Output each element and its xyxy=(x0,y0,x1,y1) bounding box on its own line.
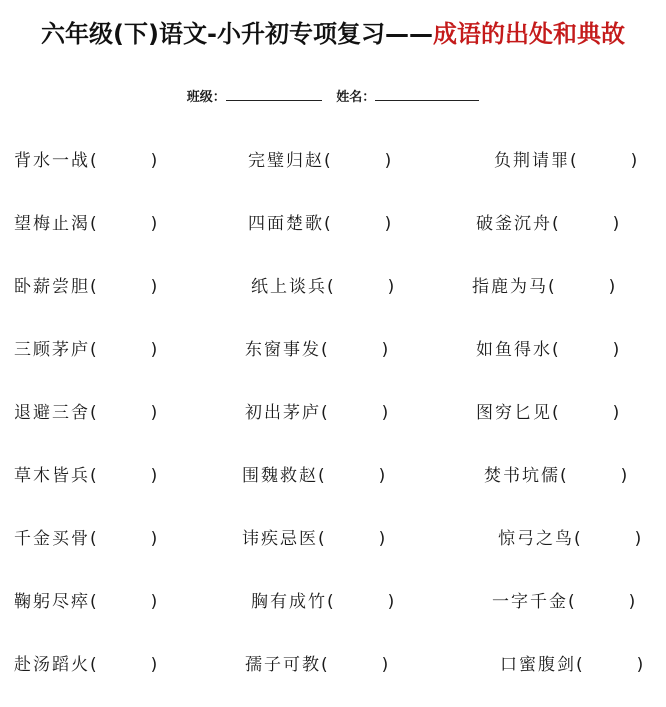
title-accent: 成语的出处和典故 xyxy=(432,20,625,48)
idiom-row xyxy=(0,266,666,329)
idiom-item xyxy=(14,587,159,612)
paren-open: ( xyxy=(560,466,569,486)
idiom-item xyxy=(251,272,396,297)
idiom-row xyxy=(0,644,666,707)
idiom-row xyxy=(0,203,666,266)
paren-open: ( xyxy=(90,151,99,171)
idiom-text: 破釜沉舟 xyxy=(476,214,552,234)
idiom-text: 胸有成竹 xyxy=(251,592,327,612)
class-blank[interactable] xyxy=(226,88,322,101)
idiom-text: 纸上谈兵 xyxy=(251,277,327,297)
paren-close: ) xyxy=(634,529,644,549)
idiom-row xyxy=(0,455,666,518)
paren-open: ( xyxy=(90,340,99,360)
idiom-item xyxy=(494,146,639,171)
paren-close: ) xyxy=(628,592,638,612)
paren-open: ( xyxy=(570,151,579,171)
paren-open: ( xyxy=(90,214,99,234)
idiom-item xyxy=(14,650,159,675)
paren-close: ) xyxy=(150,403,160,423)
idiom-item xyxy=(14,524,159,549)
paren-close: ) xyxy=(612,340,622,360)
paren-open: ( xyxy=(90,403,99,423)
paren-close: ) xyxy=(150,529,160,549)
paren-open: ( xyxy=(327,277,336,297)
paren-open: ( xyxy=(548,277,557,297)
idiom-item xyxy=(248,146,393,171)
paren-close: ) xyxy=(378,529,388,549)
idiom-text: 赴汤蹈火 xyxy=(14,655,90,675)
idiom-text: 草木皆兵 xyxy=(14,466,90,486)
idiom-text: 一字千金 xyxy=(492,592,568,612)
idiom-item xyxy=(245,398,390,423)
paren-open: ( xyxy=(324,151,333,171)
paren-close: ) xyxy=(384,214,394,234)
idiom-item xyxy=(242,461,387,486)
name-blank[interactable] xyxy=(375,88,479,101)
idiom-item xyxy=(251,587,396,612)
paren-open: ( xyxy=(321,403,330,423)
idiom-item xyxy=(14,209,159,234)
paren-open: ( xyxy=(321,340,330,360)
idiom-item xyxy=(14,272,159,297)
paren-open: ( xyxy=(90,655,99,675)
idiom-item xyxy=(14,461,159,486)
idiom-item xyxy=(248,209,393,234)
idiom-text: 完璧归赵 xyxy=(248,151,324,171)
title-main: 六年级(下)语文-小升初专项复习—— xyxy=(41,20,433,48)
idiom-text: 惊弓之鸟 xyxy=(498,529,574,549)
idiom-text: 东窗事发 xyxy=(245,340,321,360)
idiom-text: 四面楚歌 xyxy=(248,214,324,234)
idiom-item xyxy=(500,650,645,675)
idiom-text: 如鱼得水 xyxy=(476,340,552,360)
page-title xyxy=(0,14,666,49)
name-label: 姓名： xyxy=(336,90,376,105)
idiom-text: 孺子可教 xyxy=(245,655,321,675)
idiom-text: 图穷匕见 xyxy=(476,403,552,423)
paren-close: ) xyxy=(381,655,391,675)
paren-open: ( xyxy=(552,214,561,234)
paren-close: ) xyxy=(612,214,622,234)
idiom-item xyxy=(476,209,621,234)
paren-open: ( xyxy=(90,466,99,486)
idiom-text: 退避三舍 xyxy=(14,403,90,423)
idiom-text: 焚书坑儒 xyxy=(484,466,560,486)
idiom-item xyxy=(492,587,637,612)
paren-open: ( xyxy=(321,655,330,675)
paren-open: ( xyxy=(318,466,327,486)
class-label: 班级： xyxy=(186,90,226,105)
idiom-item xyxy=(14,146,159,171)
paren-close: ) xyxy=(150,655,160,675)
idiom-row xyxy=(0,392,666,455)
paren-close: ) xyxy=(620,466,630,486)
paren-open: ( xyxy=(552,340,561,360)
paren-open: ( xyxy=(90,277,99,297)
idiom-grid xyxy=(0,140,666,707)
paren-open: ( xyxy=(324,214,333,234)
idiom-row xyxy=(0,140,666,203)
paren-close: ) xyxy=(630,151,640,171)
paren-close: ) xyxy=(636,655,646,675)
idiom-row xyxy=(0,329,666,392)
paren-close: ) xyxy=(150,466,160,486)
paren-close: ) xyxy=(612,403,622,423)
idiom-text: 负荆请罪 xyxy=(494,151,570,171)
idiom-text: 围魏救赵 xyxy=(242,466,318,486)
paren-open: ( xyxy=(90,592,99,612)
paren-open: ( xyxy=(574,529,583,549)
paren-close: ) xyxy=(378,466,388,486)
paren-close: ) xyxy=(387,277,397,297)
paren-open: ( xyxy=(318,529,327,549)
paren-close: ) xyxy=(150,151,160,171)
idiom-text: 背水一战 xyxy=(14,151,90,171)
paren-close: ) xyxy=(608,277,618,297)
idiom-text: 指鹿为马 xyxy=(472,277,548,297)
idiom-item xyxy=(245,335,390,360)
idiom-item xyxy=(14,398,159,423)
idiom-item xyxy=(476,335,621,360)
paren-open: ( xyxy=(576,655,585,675)
paren-close: ) xyxy=(150,340,160,360)
paren-close: ) xyxy=(381,403,391,423)
idiom-text: 讳疾忌医 xyxy=(242,529,318,549)
paren-close: ) xyxy=(150,592,160,612)
idiom-text: 望梅止渴 xyxy=(14,214,90,234)
paren-close: ) xyxy=(387,592,397,612)
idiom-item xyxy=(472,272,617,297)
idiom-item xyxy=(498,524,643,549)
paren-close: ) xyxy=(150,214,160,234)
idiom-text: 鞠躬尽瘁 xyxy=(14,592,90,612)
idiom-row xyxy=(0,581,666,644)
idiom-item xyxy=(14,335,159,360)
idiom-text: 口蜜腹剑 xyxy=(500,655,576,675)
paren-close: ) xyxy=(381,340,391,360)
idiom-item xyxy=(484,461,629,486)
student-info-line xyxy=(0,86,666,105)
idiom-row xyxy=(0,518,666,581)
paren-close: ) xyxy=(384,151,394,171)
idiom-item xyxy=(476,398,621,423)
idiom-text: 初出茅庐 xyxy=(245,403,321,423)
idiom-item xyxy=(242,524,387,549)
paren-open: ( xyxy=(90,529,99,549)
paren-open: ( xyxy=(568,592,577,612)
paren-close: ) xyxy=(150,277,160,297)
idiom-text: 千金买骨 xyxy=(14,529,90,549)
idiom-text: 三顾茅庐 xyxy=(14,340,90,360)
paren-open: ( xyxy=(327,592,336,612)
paren-open: ( xyxy=(552,403,561,423)
idiom-text: 卧薪尝胆 xyxy=(14,277,90,297)
idiom-item xyxy=(245,650,390,675)
